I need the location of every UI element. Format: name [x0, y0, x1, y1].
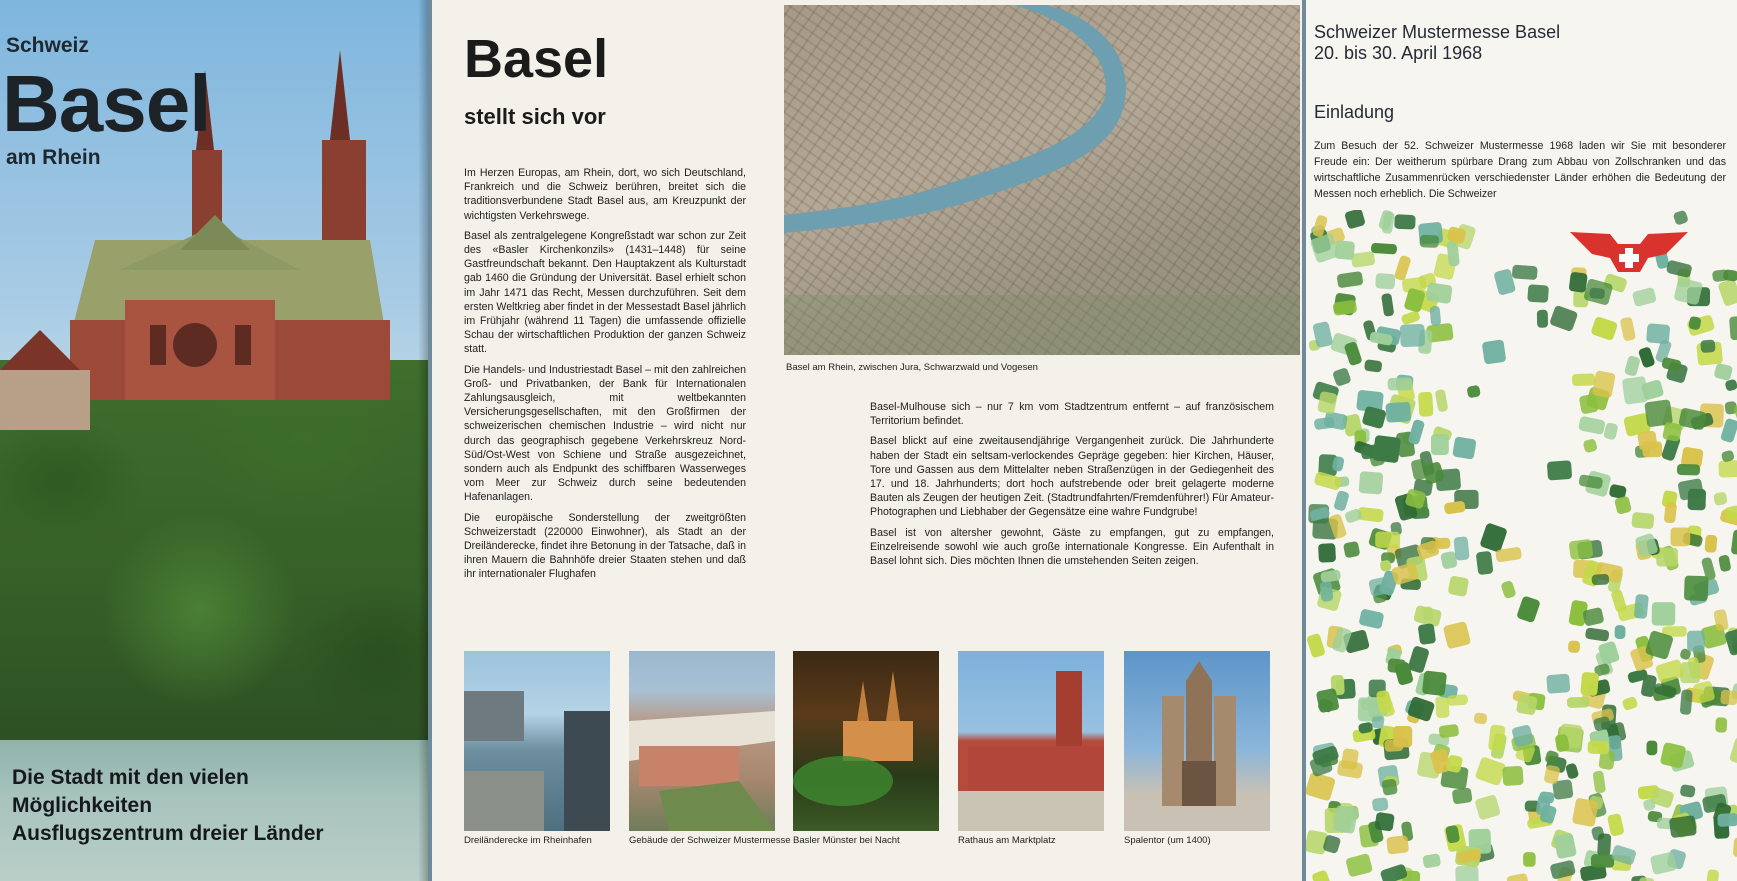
- leaf-blob: [1673, 210, 1689, 226]
- leaf-blob: [1565, 763, 1579, 780]
- leaf-blob: [1596, 743, 1608, 754]
- leaf-blob: [1482, 339, 1507, 364]
- leaf-blob: [1476, 551, 1494, 575]
- leaf-blob: [1603, 422, 1619, 440]
- leaf-blob: [1400, 310, 1421, 326]
- aerial-photo: [784, 5, 1300, 355]
- leaf-blob: [1444, 501, 1466, 515]
- leaf-blob: [1572, 373, 1595, 386]
- leaf-blob: [1306, 772, 1336, 802]
- leaf-blob: [1372, 797, 1389, 811]
- leaf-blob: [1374, 812, 1394, 832]
- leaf-blob: [1680, 784, 1696, 798]
- leaf-blob: [1646, 741, 1657, 756]
- leaf-blob: [1435, 389, 1449, 413]
- leaf-blob: [1673, 277, 1703, 305]
- leaf-blob: [1715, 717, 1727, 732]
- leaf-blob: [1568, 640, 1580, 653]
- leaf-blob: [1632, 287, 1657, 307]
- leaf-blob: [1591, 574, 1609, 586]
- thumbnail-caption: Rathaus am Marktplatz: [958, 835, 1056, 846]
- intro-paragraph: Basel als zentralgelegene Kongreßstadt war schon zur Zeit des «Basler Kirchenkonzils» (1431–1448) für seine Gastfreundschaft bekannt. Den Hauptakzent als Kulturstadt gab 1460 die Gründung der Universität. Basel erhielt schon im Jahr 1471 das Recht, Messen durchzuführen. Seit dem ersten Weltkrieg aber findet in der Messestadt Basel jährlich im Frühjahr (während 11 Tagen) die umfassende offizielle Schau der wirtschaftlichen Produktion der ganzen Schweiz statt.: [464, 229, 746, 356]
- leaf-blob: [1394, 214, 1415, 229]
- abstract-leaf-pattern: [1306, 210, 1737, 881]
- leaf-blob: [1700, 339, 1715, 353]
- leaf-blob: [1706, 869, 1719, 881]
- leaf-blob: [1724, 379, 1737, 392]
- leaf-blob: [1677, 464, 1700, 476]
- leaf-blob: [1652, 602, 1676, 626]
- leaf-blob: [1332, 367, 1352, 387]
- leaf-blob: [1343, 541, 1360, 559]
- leaf-blob: [1422, 670, 1447, 696]
- continued-body: [870, 400, 1274, 574]
- leaf-blob: [1661, 357, 1682, 372]
- leaf-blob: [1687, 631, 1705, 652]
- leaf-blob: [1662, 421, 1683, 442]
- leaf-blob: [1474, 794, 1501, 820]
- leaf-blob: [1388, 378, 1413, 391]
- leaf-blob: [1422, 853, 1441, 868]
- leaf-blob: [1333, 490, 1350, 512]
- leaf-blob: [1583, 438, 1598, 453]
- leaf-blob: [1473, 712, 1487, 724]
- leaf-blob: [1655, 658, 1685, 683]
- leaf-blob: [1400, 324, 1425, 347]
- intro-paragraph: Die Handels- und Industriestadt Basel – mit den zahlreichen Groß- und Privatbanken, der Bank für Internationalen Zahlungsausgleich, mit weltbekannten Versicherungsgesellschaften, mit den Großfirmen der schweizerischen chemischen Industrie – wird nicht nur durch das geographisch gegebene Verkehrskreuz Nord-Süd/Ost-West von Schiene und Straße ausgezeichnet, sondern auch als Endpunkt des schiffbaren Wasserweges vom Meer zur Schweiz durch seine bedeutenden Hafenanlagen.: [464, 363, 746, 504]
- leaf-blob: [1592, 370, 1616, 398]
- leaf-blob: [1607, 813, 1625, 837]
- leaf-blob: [1547, 460, 1572, 480]
- invitation-panel: [1306, 0, 1737, 881]
- leaf-blob: [1502, 766, 1523, 786]
- thumbnail-mustermesse: [629, 651, 791, 846]
- leaf-blob: [1546, 674, 1570, 694]
- leaf-blob: [1351, 251, 1376, 268]
- leaf-blob: [1537, 310, 1548, 328]
- cover-tagline-2: Möglichkeiten: [12, 794, 153, 817]
- thumbnail-caption: Dreiländerecke im Rheinhafen: [464, 835, 592, 846]
- invitation-heading: Einladung: [1314, 102, 1395, 122]
- leaf-blob: [1512, 265, 1538, 281]
- invitation-text: Zum Besuch der 52. Schweizer Mustermesse 1968 laden wir Sie mit besonderer Freude ein: Der weitherum spürbare Drang zum Abbau von Zollschranken und das wirtschaftliche Zusammenrücken verschiedenster Länder erhöhen die Bedeutung der Messen noch erheblich. Die Schweizer: [1314, 140, 1726, 200]
- leaf-blob: [1506, 873, 1529, 881]
- leaf-blob: [1590, 316, 1618, 341]
- leaf-blob: [1372, 435, 1401, 463]
- leaf-blob: [1549, 859, 1576, 879]
- leaf-blob: [1684, 575, 1709, 601]
- leaf-blob: [1452, 436, 1476, 459]
- leaf-blob: [1311, 869, 1334, 881]
- muenster-night-photo: [793, 651, 939, 831]
- leaf-blob: [1387, 658, 1406, 674]
- leaf-blob: [1393, 726, 1412, 747]
- leaf-blob: [1375, 273, 1395, 290]
- leaf-blob: [1638, 346, 1656, 368]
- leaf-blob: [1455, 866, 1479, 881]
- leaf-blob: [1717, 278, 1737, 307]
- leaf-blob: [1549, 305, 1578, 332]
- intro-paragraph: Die europäische Sonderstellung der zweitgrößten Schweizerstadt (220000 Einwohner), als Stadt an der Dreiländerecke, findet ihre Betonung in der Tatsache, daß in ihren Mauern die Bahnhöfe dreier Staaten stehen und daß ihr internationaler Flughafen: [464, 511, 746, 581]
- leaf-blob: [1615, 625, 1626, 639]
- leaf-blob: [1567, 697, 1590, 708]
- leaf-blob: [1729, 736, 1737, 765]
- intro-paragraph: Im Herzen Europas, am Rhein, dort, wo sich Deutschland, Frankreich und die Schweiz berühren, breitet sich die traditionsverbundene Stadt Basel aus, am Kreuzpunkt der wichtigsten Verkehrswege.: [464, 167, 746, 222]
- leaf-blob: [1488, 724, 1506, 751]
- leaf-blob: [1585, 627, 1610, 642]
- leaf-blob: [1553, 833, 1577, 860]
- mustermesse-logo-icon: [1570, 228, 1688, 276]
- cover-panel: [0, 0, 428, 881]
- leaf-blob: [1447, 694, 1468, 706]
- leaf-blob: [1359, 471, 1384, 495]
- aerial-caption: Basel am Rhein, zwischen Jura, Schwarzwald und Vogesen: [786, 362, 1038, 373]
- leaf-blob: [1337, 271, 1364, 288]
- leaf-blob: [1614, 496, 1632, 515]
- intro-body: [464, 166, 746, 588]
- leaf-blob: [1452, 787, 1473, 804]
- fair-dates: 20. bis 30. April 1968: [1314, 43, 1483, 63]
- leaf-blob: [1597, 833, 1611, 856]
- continued-paragraph: Basel blickt auf eine zweitausendjährige Vergangenheit zurück. Die Jahrhunderte haben der Stadt ein seltsam-verlockendes Gepräge gegeben: hier Kirchen, Häuser, Tore und Gassen aus dem Mittelalter neben Straßenzügen in der Gediegenheit des 17. und 18. Jahrhunderts; dort hoch aufstrebende oder breit gelagerte moderne Bauten als Zeugen der heutigen Zeit. (Stadtrundfahrten/Fremdenführer!) Für Amateur-Photographen und Liebhaber der Gegensätze eine wahre Fundgrube!: [870, 435, 1274, 519]
- leaf-blob: [1500, 580, 1516, 599]
- leaf-blob: [1718, 460, 1737, 478]
- leaf-blob: [1591, 854, 1614, 868]
- leaf-blob: [1431, 434, 1449, 455]
- leaf-blob: [1539, 791, 1555, 804]
- leaf-blob: [1337, 760, 1364, 779]
- fold-shadow: [418, 0, 428, 881]
- fair-name: Schweizer Mustermesse Basel: [1314, 22, 1561, 42]
- cover-subtitle: am Rhein: [6, 146, 101, 169]
- leaf-blob: [1622, 376, 1649, 405]
- leaf-blob: [1418, 392, 1434, 417]
- leaf-blob: [1704, 535, 1717, 553]
- leaf-blob: [1669, 815, 1697, 838]
- spalentor-photo: [1124, 651, 1270, 831]
- leaf-blob: [1733, 837, 1737, 858]
- leaf-blob: [1426, 282, 1453, 304]
- thumbnail-caption: Gebäude der Schweizer Mustermesse: [629, 835, 791, 846]
- leaf-blob: [1319, 581, 1333, 602]
- leaf-blob: [1313, 471, 1342, 491]
- leaf-blob: [1717, 813, 1737, 827]
- leaf-blob: [1729, 315, 1737, 340]
- leaf-blob: [1443, 621, 1471, 649]
- leaf-blob: [1610, 589, 1627, 613]
- leaf-blob: [1634, 594, 1649, 619]
- intro-heading: Basel: [464, 29, 609, 89]
- leaf-blob: [1318, 543, 1336, 563]
- leaf-blob: [1358, 608, 1384, 629]
- cover-country: Schweiz: [6, 34, 89, 57]
- leaf-blob: [1523, 852, 1536, 867]
- leaf-blob: [1680, 689, 1693, 715]
- leaf-blob: [1631, 512, 1654, 529]
- leaf-blob: [1375, 532, 1400, 548]
- leaf-blob: [1381, 778, 1398, 796]
- mustermesse-photo: [629, 651, 775, 831]
- leaf-blob: [1670, 527, 1690, 546]
- leaf-blob: [1589, 287, 1605, 299]
- leaf-blob: [1407, 645, 1430, 674]
- leaf-blob: [1572, 798, 1599, 828]
- leaf-blob: [1664, 502, 1677, 524]
- leaf-blob: [1344, 210, 1366, 230]
- thumbnail-caption: Spalentor (um 1400): [1124, 835, 1211, 846]
- continued-paragraph: Basel-Mulhouse sich – nur 7 km vom Stadtzentrum entfernt – auf französischem Territorium befindet.: [870, 401, 1274, 428]
- thumbnail-caption: Basler Münster bei Nacht: [793, 835, 900, 846]
- continued-paragraph: Basel ist von altersher gewohnt, Gäste zu empfangen, gut zu empfangen, Einzelreisende sowohl wie auch große internationale Kongresse. Ein Aufenthalt in Basel lohnt sich. Dies möchten Ihnen die umstehenden Seiten zeigen.: [870, 526, 1274, 568]
- leaf-blob: [1306, 633, 1326, 659]
- thumbnail-dreilaendereck: [464, 651, 610, 846]
- leaf-blob: [1475, 756, 1507, 786]
- leaf-blob: [1720, 690, 1737, 706]
- leaf-blob: [1637, 430, 1658, 451]
- rhine-river-shape: [784, 5, 1300, 355]
- cover-title: Basel: [2, 59, 211, 148]
- cover-tagline-3: Ausflugszentrum dreier Länder: [12, 822, 324, 845]
- leaf-blob: [1479, 522, 1508, 553]
- leaf-blob: [1624, 355, 1641, 377]
- leaf-blob: [1621, 696, 1638, 711]
- leaf-blob: [1650, 851, 1678, 875]
- leaf-blob: [1527, 284, 1549, 303]
- leaf-blob: [1516, 694, 1538, 716]
- thumbnail-rathaus: [958, 651, 1104, 846]
- leaf-blob: [1592, 770, 1606, 793]
- intro-subheading: stellt sich vor: [464, 104, 606, 129]
- leaf-blob: [1438, 724, 1459, 739]
- leaf-blob: [1578, 416, 1606, 435]
- leaf-blob: [1731, 529, 1737, 557]
- leaf-blob: [1381, 293, 1394, 317]
- thumbnail-spalentor: [1124, 651, 1270, 846]
- leaf-blob: [1429, 306, 1441, 326]
- leaf-blob: [1386, 835, 1409, 854]
- leaf-blob: [1569, 539, 1594, 560]
- leaf-blob: [1713, 363, 1733, 381]
- leaf-blob: [1345, 853, 1373, 878]
- leaf-blob: [1466, 385, 1481, 399]
- leaf-blob: [1344, 341, 1363, 366]
- leaf-blob: [1364, 359, 1382, 372]
- rathaus-photo: [958, 651, 1104, 831]
- leaf-blob: [1580, 672, 1599, 696]
- rheinhafen-photo: [464, 651, 610, 831]
- leaf-blob: [1620, 317, 1637, 342]
- leaf-blob: [1418, 623, 1437, 645]
- leaf-blob: [1453, 536, 1469, 560]
- leaf-blob: [1448, 575, 1470, 597]
- leaf-blob: [1516, 595, 1541, 623]
- leaf-blob: [1394, 255, 1412, 282]
- leaf-blob: [1420, 235, 1439, 248]
- leaf-blob: [1385, 402, 1411, 423]
- leaf-blob: [1333, 805, 1359, 834]
- leaf-blob: [1713, 491, 1728, 505]
- thumbnail-muenster: [793, 651, 939, 846]
- leaf-blob: [1371, 243, 1397, 255]
- cover-tagline-1: Die Stadt mit den vielen: [12, 766, 249, 789]
- leaf-blob: [1718, 554, 1731, 572]
